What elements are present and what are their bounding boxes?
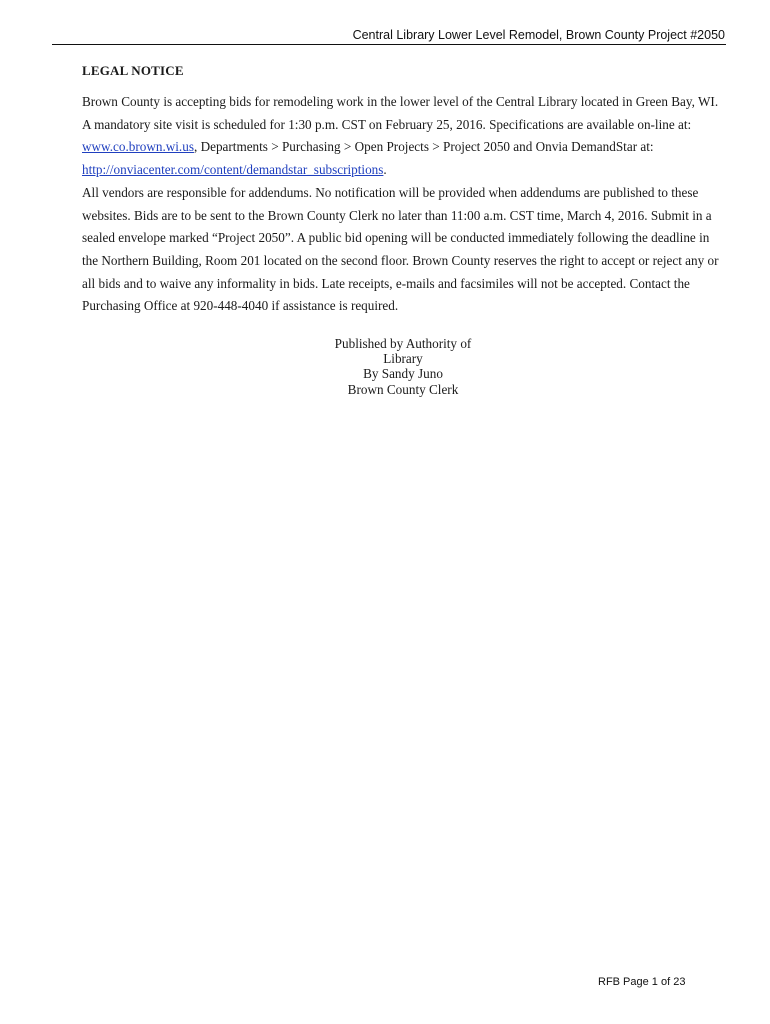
signature-line: By Sandy Juno: [363, 366, 443, 382]
notice-line-text: .: [383, 162, 387, 178]
notice-line: All vendors are responsible for addendums. No notification will be provided when addendums are published to these: [82, 184, 699, 200]
notice-line: Brown County is accepting bids for remodeling work in the lower level of the Central Library located in Green Bay, WI.: [82, 94, 719, 109]
demandstar-link[interactable]: http://onviacenter.com/content/demandstar_subscriptions: [82, 162, 384, 178]
signature-block: [253, 336, 553, 397]
notice-body: [82, 91, 732, 318]
signature-line: Published by Authority of: [334, 336, 472, 351]
notice-line: all bids and to waive any informality in bids. Late receipts, e-mails and facsimiles will not be accepted. Contact the: [82, 275, 690, 291]
notice-line: [82, 159, 732, 182]
signature-line: Library: [383, 351, 423, 367]
header-rule: [52, 44, 726, 45]
county-website-link[interactable]: www.co.brown.wi.us: [82, 139, 194, 155]
notice-line: the Northern Building, Room 201 located on the second floor. Brown County reserves the right to accept or reject any or: [82, 252, 719, 268]
notice-line: [82, 136, 732, 159]
notice-line-text: , Departments > Purchasing > Open Projects > Project 2050 and Onvia DemandStar at:: [193, 139, 654, 155]
notice-line: A mandatory site visit is scheduled for 1:30 p.m. CST on February 25, 2016. Specifications are available on-line at:: [82, 116, 692, 132]
notice-heading: LEGAL NOTICE: [82, 63, 184, 78]
header-title: Central Library Lower Level Remodel, Brown County Project #2050: [352, 28, 725, 42]
notice-line: websites. Bids are to be sent to the Brown County Clerk no later than 11:00 a.m. CST time, March 4, 2016. Submit in a: [82, 207, 712, 223]
notice-line: sealed envelope marked “Project 2050”. A public bid opening will be conducted immediately following the deadline in: [82, 230, 710, 246]
signature-line: Brown County Clerk: [347, 381, 459, 397]
page-number: RFB Page 1 of 23: [598, 976, 686, 988]
notice-line: Purchasing Office at 920-448-4040 if assistance is required.: [82, 298, 399, 314]
